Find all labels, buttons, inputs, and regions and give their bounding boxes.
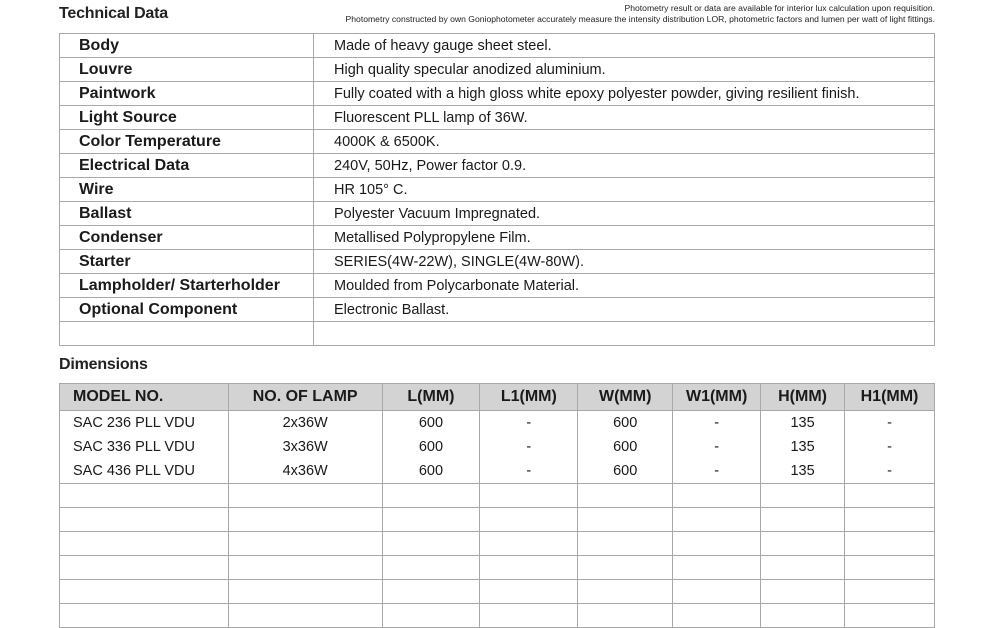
table-cell: - — [480, 435, 578, 459]
spec-label: Optional Component — [60, 298, 314, 322]
empty-cell — [228, 556, 382, 580]
spec-label: Wire — [60, 178, 314, 202]
empty-cell — [761, 508, 845, 532]
empty-cell — [673, 556, 761, 580]
spec-row — [60, 322, 935, 346]
empty-row — [60, 580, 935, 604]
empty-cell — [578, 484, 673, 508]
table-cell: - — [480, 459, 578, 484]
table-cell: SAC 236 PLL VDU — [60, 411, 229, 436]
empty-cell — [845, 580, 935, 604]
empty-cell — [382, 580, 480, 604]
empty-cell — [480, 580, 578, 604]
empty-cell — [578, 532, 673, 556]
empty-cell — [382, 508, 480, 532]
photometry-notes — [346, 3, 935, 25]
empty-row — [60, 484, 935, 508]
empty-cell — [382, 532, 480, 556]
column-header: W1(MM) — [673, 384, 761, 411]
table-cell: 4x36W — [228, 459, 382, 484]
spec-row — [60, 130, 935, 154]
table-cell: - — [845, 435, 935, 459]
column-header: NO. OF LAMP — [228, 384, 382, 411]
empty-cell — [480, 484, 578, 508]
empty-cell — [673, 484, 761, 508]
empty-row — [60, 556, 935, 580]
table-row — [60, 459, 935, 484]
table-cell: 135 — [761, 459, 845, 484]
technical-data-table — [59, 33, 935, 346]
column-header: H(MM) — [761, 384, 845, 411]
spec-value: Metallised Polypropylene Film. — [314, 226, 935, 250]
table-row — [60, 435, 935, 459]
column-header: H1(MM) — [845, 384, 935, 411]
column-header: L1(MM) — [480, 384, 578, 411]
empty-cell — [480, 508, 578, 532]
spec-row — [60, 154, 935, 178]
table-cell: 3x36W — [228, 435, 382, 459]
spec-label: Light Source — [60, 106, 314, 130]
spec-value: Moulded from Polycarbonate Material. — [314, 274, 935, 298]
table-cell: 600 — [578, 435, 673, 459]
spec-value — [314, 322, 935, 346]
empty-cell — [480, 532, 578, 556]
spec-row — [60, 250, 935, 274]
spec-row — [60, 34, 935, 58]
empty-cell — [60, 484, 229, 508]
empty-cell — [228, 580, 382, 604]
empty-cell — [480, 556, 578, 580]
photometry-note: Photometry constructed by own Goniophotometer accurately measure the intensity distribution LOR, photometric factors and lumen per watt of light fittings. — [345, 14, 935, 24]
dimensions-header-row — [60, 384, 935, 411]
spec-row — [60, 82, 935, 106]
spec-label: Color Temperature — [60, 130, 314, 154]
spec-row — [60, 298, 935, 322]
spec-row — [60, 106, 935, 130]
spec-value: Fluorescent PLL lamp of 36W. — [314, 106, 935, 130]
table-cell: 135 — [761, 411, 845, 436]
empty-cell — [845, 556, 935, 580]
spec-value: 4000K & 6500K. — [314, 130, 935, 154]
spec-row — [60, 202, 935, 226]
spec-value: High quality specular anodized aluminium. — [314, 58, 935, 82]
empty-cell — [578, 580, 673, 604]
empty-cell — [845, 508, 935, 532]
empty-cell — [60, 580, 229, 604]
table-cell: - — [480, 411, 578, 436]
table-cell: - — [673, 435, 761, 459]
spec-label: Louvre — [60, 58, 314, 82]
table-cell: - — [673, 411, 761, 436]
table-cell: 600 — [382, 435, 480, 459]
empty-cell — [60, 508, 229, 532]
empty-cell — [761, 580, 845, 604]
spec-label: Ballast — [60, 202, 314, 226]
empty-cell — [228, 508, 382, 532]
empty-cell — [578, 556, 673, 580]
table-cell: SAC 336 PLL VDU — [60, 435, 229, 459]
table-cell: 600 — [578, 459, 673, 484]
spec-label: Lampholder/ Starterholder — [60, 274, 314, 298]
spec-label — [60, 322, 314, 346]
empty-cell — [228, 532, 382, 556]
empty-row — [60, 532, 935, 556]
empty-row — [60, 508, 935, 532]
photometry-note: Photometry result or data are available for interior lux calculation upon requisition. — [624, 3, 935, 13]
spec-value: SERIES(4W-22W), SINGLE(4W-80W). — [314, 250, 935, 274]
column-header: W(MM) — [578, 384, 673, 411]
spec-value: Made of heavy gauge sheet steel. — [314, 34, 935, 58]
table-cell: 2x36W — [228, 411, 382, 436]
dimensions-title: Dimensions — [59, 356, 148, 373]
empty-cell — [578, 508, 673, 532]
spec-value: HR 105° C. — [314, 178, 935, 202]
table-cell: 600 — [382, 459, 480, 484]
empty-cell — [845, 484, 935, 508]
spec-row — [60, 274, 935, 298]
empty-cell — [228, 484, 382, 508]
empty-cell — [382, 484, 480, 508]
empty-cell — [761, 484, 845, 508]
table-cell: - — [673, 459, 761, 484]
empty-cell — [60, 532, 229, 556]
spec-row — [60, 178, 935, 202]
spec-row — [60, 226, 935, 250]
empty-cell — [761, 556, 845, 580]
empty-cell — [845, 532, 935, 556]
spec-label: Body — [60, 34, 314, 58]
technical-data-title: Technical Data — [59, 5, 168, 22]
spec-label: Starter — [60, 250, 314, 274]
spec-label: Electrical Data — [60, 154, 314, 178]
column-header: L(MM) — [382, 384, 480, 411]
column-header: MODEL NO. — [60, 384, 229, 411]
empty-cell — [761, 532, 845, 556]
table-cell: 600 — [578, 411, 673, 436]
empty-cell — [673, 532, 761, 556]
spec-row — [60, 58, 935, 82]
empty-cell — [382, 556, 480, 580]
dimensions-table — [59, 383, 935, 628]
table-cell: - — [845, 459, 935, 484]
spec-label: Condenser — [60, 226, 314, 250]
spec-value: Polyester Vacuum Impregnated. — [314, 202, 935, 226]
table-row — [60, 411, 935, 436]
table-cell: SAC 436 PLL VDU — [60, 459, 229, 484]
empty-cell — [673, 508, 761, 532]
spec-value: Electronic Ballast. — [314, 298, 935, 322]
spec-value: 240V, 50Hz, Power factor 0.9. — [314, 154, 935, 178]
table-cell: - — [845, 411, 935, 436]
empty-cell — [673, 580, 761, 604]
empty-cell — [60, 556, 229, 580]
spec-label: Paintwork — [60, 82, 314, 106]
spec-value: Fully coated with a high gloss white epoxy polyester powder, giving resilient finish. — [314, 82, 935, 106]
table-cell: 600 — [382, 411, 480, 436]
table-cell: 135 — [761, 435, 845, 459]
